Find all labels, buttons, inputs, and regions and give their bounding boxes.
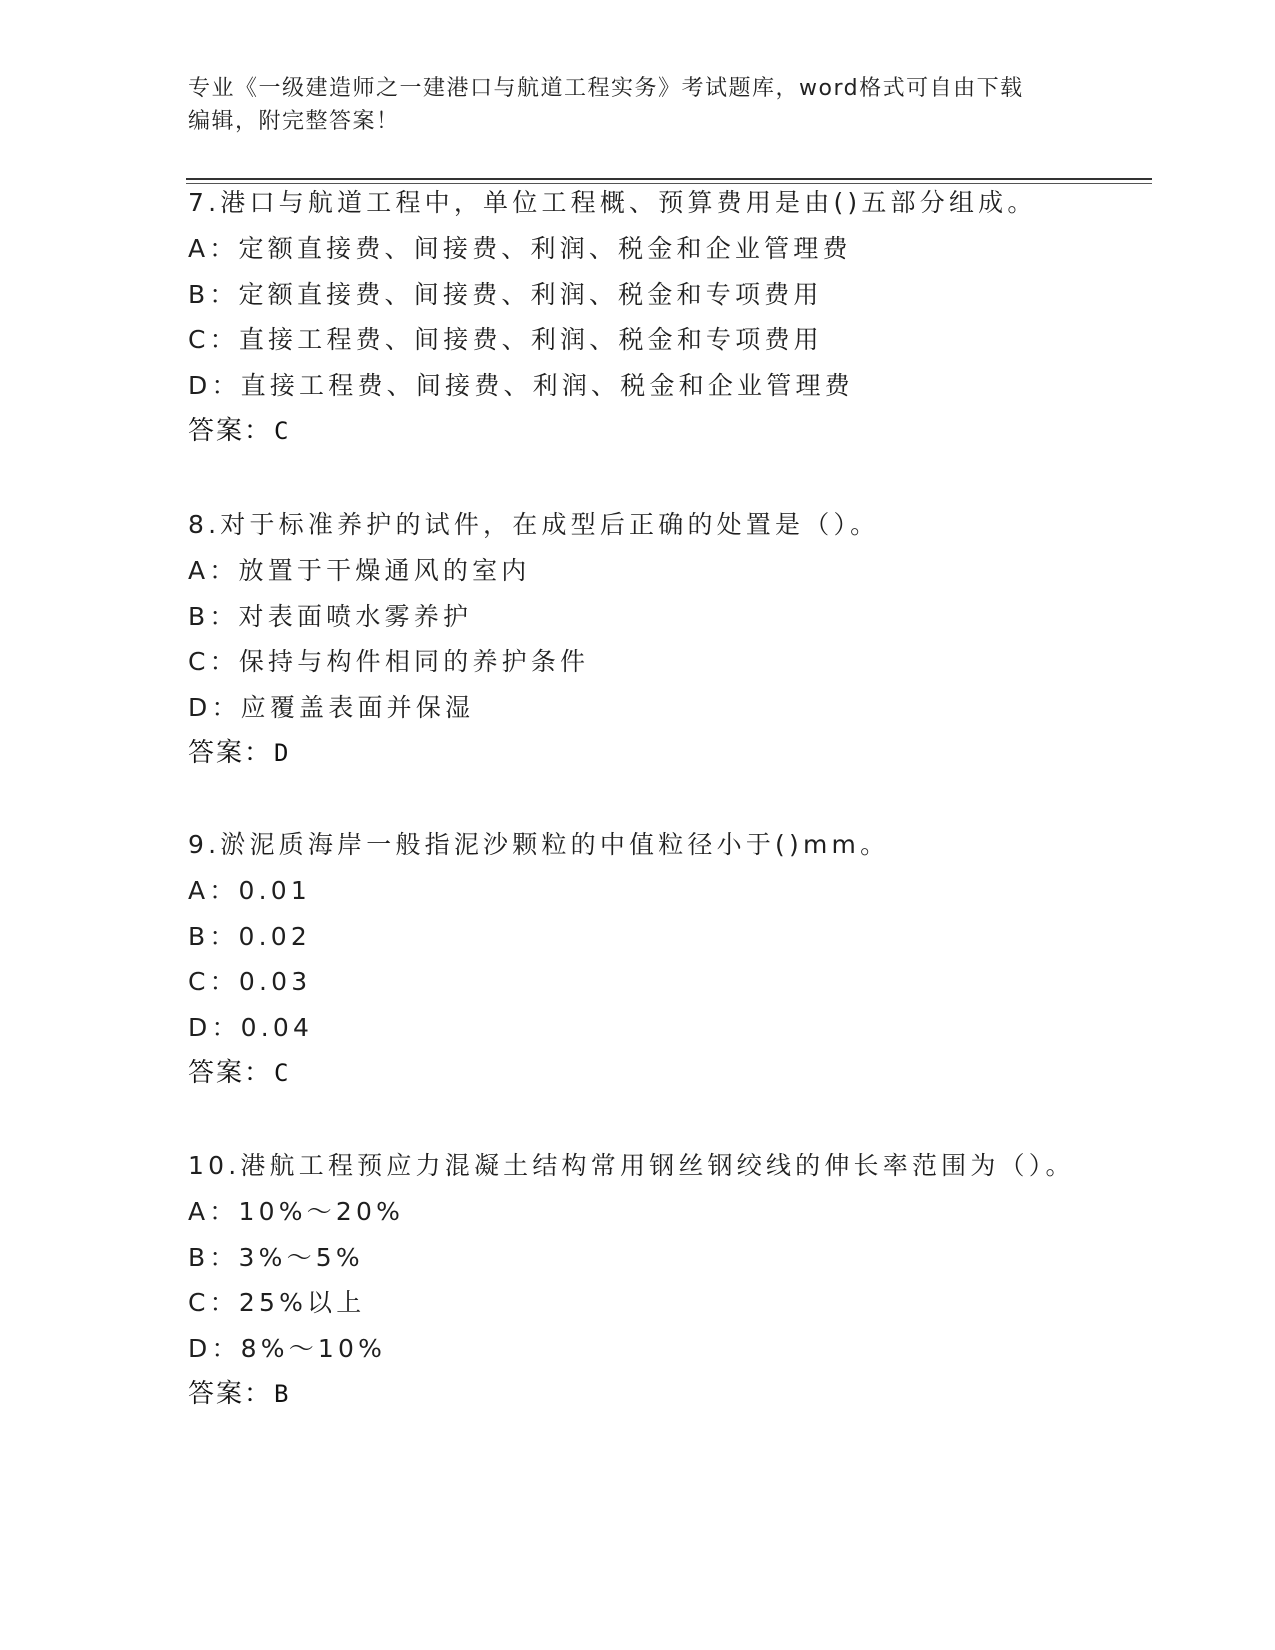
option-a: A：0.01: [188, 875, 311, 905]
answer-label: 答案：: [188, 737, 273, 768]
option-a: A：10%～20%: [188, 1196, 405, 1226]
answer-value: B: [274, 1379, 289, 1408]
option-b: B：定额直接费、间接费、利润、税金和专项费用: [188, 279, 823, 309]
option-a: A：定额直接费、间接费、利润、税金和企业管理费: [188, 233, 852, 263]
answer: [188, 1051, 1148, 1097]
option-d: D：直接工程费、间接费、利润、税金和企业管理费: [188, 371, 854, 401]
option-a: A：放置于干燥通风的室内: [188, 555, 531, 585]
answer-label: 答案：: [188, 1057, 273, 1088]
answer-value: C: [274, 416, 289, 445]
question-stem: 7.港口与航道工程中，单位工程概、预算费用是由()五部分组成。: [188, 188, 1037, 217]
answer-label: 答案：: [188, 415, 273, 446]
question-10: [188, 1143, 1148, 1418]
question-9: [188, 822, 1148, 1097]
header-line-1: 专业《一级建造师之一建港口与航道工程实务》考试题库，word格式可自由下载: [188, 76, 1024, 101]
option-c: C：保持与构件相同的养护条件: [188, 647, 590, 677]
option-c: C：0.03: [188, 967, 312, 997]
answer-label: 答案：: [188, 1378, 273, 1409]
option-d: D：应覆盖表面并保湿: [188, 693, 475, 723]
question-7: [188, 180, 1148, 455]
option-c: C：直接工程费、间接费、利润、税金和专项费用: [188, 325, 823, 355]
question-stem: 8.对于标准养护的试件，在成型后正确的处置是（）。: [188, 510, 880, 539]
answer-value: C: [274, 1058, 289, 1087]
option-d: D：0.04: [188, 1013, 314, 1043]
answer: [188, 731, 1148, 777]
option-c: C：25%以上: [188, 1288, 366, 1318]
document-header: [188, 72, 1088, 138]
answer: [188, 1372, 1148, 1418]
question-stem: 10.港航工程预应力混凝土结构常用钢丝钢绞线的伸长率范围为（）。: [188, 1151, 1075, 1180]
header-line-2: 编辑，附完整答案！: [188, 109, 400, 134]
option-b: B：3%～5%: [188, 1242, 364, 1272]
option-b: B：对表面喷水雾养护: [188, 601, 473, 631]
option-b: B：0.02: [188, 921, 312, 951]
question-stem: 9.淤泥质海岸一般指泥沙颗粒的中值粒径小于()mm。: [188, 830, 890, 859]
answer-value: D: [274, 738, 289, 767]
answer: [188, 409, 1148, 455]
question-8: [188, 502, 1148, 777]
option-d: D：8%～10%: [188, 1334, 387, 1364]
